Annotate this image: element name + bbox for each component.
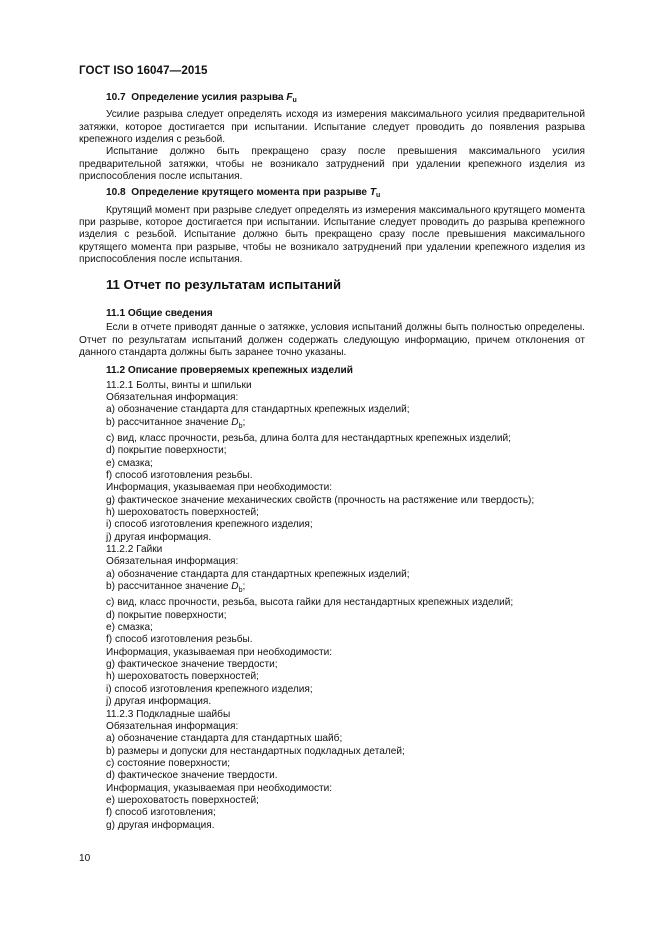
- list-item: c) состояние поверхности;: [106, 757, 231, 769]
- section-11-heading: 11 Отчет по результатам испытаний: [106, 277, 342, 293]
- section-number: 10.7: [106, 92, 126, 103]
- section-10-7-heading: [79, 92, 585, 107]
- list-item: d) покрытие поверхности;: [106, 609, 227, 621]
- symbol: F: [286, 92, 293, 103]
- list-label: Обязательная информация:: [106, 556, 239, 568]
- list-item: i) способ изготовления крепежного изделия;: [106, 519, 313, 531]
- list-item: j) другая информация.: [106, 531, 212, 543]
- list-item-text: ;: [242, 416, 246, 428]
- list-item: b) размеры и допуски для нестандартных подкладных деталей;: [106, 745, 405, 757]
- list-item: f) способ изготовления;: [106, 807, 216, 819]
- section-10-8-heading: [79, 187, 585, 202]
- list-item: [79, 417, 585, 433]
- list-item: f) способ изготовления резьбы.: [106, 469, 253, 481]
- paragraph: Если в отчете приводят данные о затяжке, условия испытаний должны быть полностью определены. Отчет по результатам испытаний должен содержать следующую информацию, причем отклонения от данного стандарта должны быть заранее точно указаны.: [79, 322, 585, 358]
- symbol: T: [369, 187, 377, 199]
- list-item: c) вид, класс прочности, резьба, высота гайки для нестандартных крепежных изделий;: [106, 597, 514, 609]
- list-item: c) вид, класс прочности, резьба, длина болта для нестандартных крепежных изделий;: [106, 432, 511, 444]
- list-item: [79, 581, 585, 597]
- page-content: [79, 92, 585, 832]
- list-item: g) другая информация.: [106, 819, 215, 831]
- list-label: Обязательная информация:: [106, 391, 239, 403]
- list-item: e) шероховатость поверхностей;: [106, 794, 259, 806]
- list-label: Информация, указываемая при необходимости:: [106, 782, 333, 794]
- list-label: Обязательная информация:: [106, 720, 239, 732]
- list-item: a) обозначение стандарта для стандартных шайб;: [106, 733, 343, 745]
- list-item: h) шероховатость поверхностей;: [106, 506, 259, 518]
- symbol-subscript: u: [376, 192, 381, 200]
- symbol: D: [231, 581, 239, 593]
- paragraph: Испытание должно быть прекращено сразу после превышения максимального усилия предварительной затяжки, чтобы не возникало затруднений при удалении крепежного изделия из приспособления после испытания.: [79, 146, 585, 183]
- symbol-subscript: b: [238, 587, 243, 595]
- list-item: g) фактическое значение механических свойств (прочность на растяжение или твердость);: [106, 494, 535, 506]
- list-item: i) способ изготовления крепежного изделия;: [106, 683, 313, 695]
- subsection-heading: 11.2.1 Болты, винты и шпильки: [106, 379, 252, 391]
- list-item: j) другая информация.: [106, 696, 212, 708]
- list-item: a) обозначение стандарта для стандартных крепежных изделий;: [106, 404, 410, 416]
- symbol-subscript: b: [238, 422, 243, 430]
- list-item: f) способ изготовления резьбы.: [106, 634, 253, 646]
- paragraph: Крутящий момент при разрыве следует определять из измерения максимального крутящего момента при разрыве, которое достигается при испытании. Испытание следует проводить до разрыва крепежного изделия с резьбой. Испытание должно быть прекращено сразу после превышения максимального крутящего момента при разрыве, чтобы не возникало затруднений при удалении крепежного изделия из приспособления после испытания.: [79, 204, 585, 266]
- symbol: D: [231, 416, 239, 428]
- document-code: ГОСТ ISO 16047—2015: [79, 64, 208, 77]
- section-11-2-heading: 11.2 Описание проверяемых крепежных изделий: [106, 365, 353, 377]
- list-item: g) фактическое значение твердости;: [106, 659, 278, 671]
- list-item-text: b) рассчитанное значение: [106, 581, 232, 593]
- subsection-heading: 11.2.3 Подкладные шайбы: [106, 708, 231, 720]
- list-item: a) обозначение стандарта для стандартных крепежных изделий;: [106, 568, 410, 580]
- paragraph: Усилие разрыва следует определять исходя из измерения максимального усилия предварительной затяжки, которое достигается при испытании. Испытание следует проводить до появления разрыва крепежного изделия с резьбой.: [79, 109, 585, 146]
- section-title: Определение усилия разрыва: [131, 92, 284, 103]
- list-item-text: ;: [242, 581, 246, 593]
- subsection-heading: 11.2.2 Гайки: [106, 544, 163, 556]
- section-title: Определение крутящего момента при разрыве: [131, 187, 368, 199]
- list-label: Информация, указываемая при необходимости:: [106, 482, 333, 494]
- list-label: Информация, указываемая при необходимости:: [106, 646, 333, 658]
- section-11-1-heading: 11.1 Общие сведения: [106, 307, 213, 319]
- list-item-text: b) рассчитанное значение: [106, 416, 232, 428]
- list-item: e) смазка;: [106, 622, 153, 634]
- section-number: 10.8: [106, 187, 126, 199]
- list-item: h) шероховатость поверхностей;: [106, 671, 259, 683]
- list-item: d) покрытие поверхности;: [106, 445, 227, 457]
- list-item: d) фактическое значение твердости.: [106, 770, 278, 782]
- symbol-subscript: u: [292, 97, 297, 104]
- page-number: 10: [79, 853, 91, 864]
- list-item: e) смазка;: [106, 457, 153, 469]
